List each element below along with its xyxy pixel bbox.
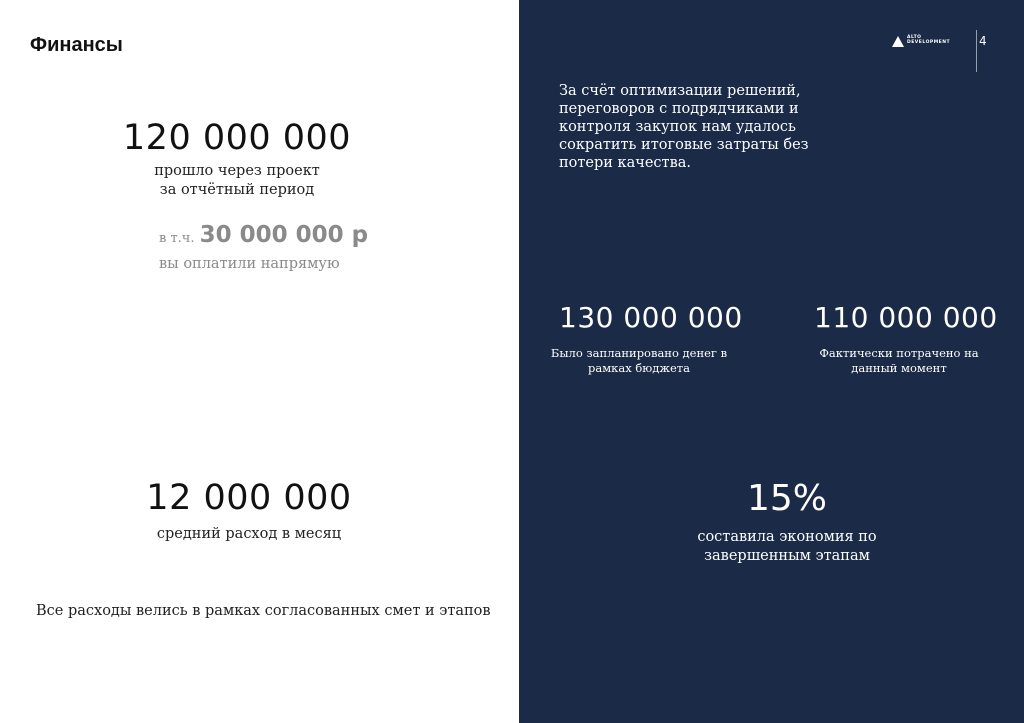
savings-caption-line1: составила экономия по xyxy=(697,529,877,545)
savings-percent: 15% xyxy=(746,478,827,519)
savings-paragraph: За счёт оптимизации решений, переговоров с подрядчиками и контроля закупок нам удалось сократить итоговые затраты без потери качества. xyxy=(559,83,809,171)
budget-note: Все расходы велись в рамках согласованных смет и этапов xyxy=(36,603,491,619)
company-logo xyxy=(892,34,954,50)
logo-text xyxy=(907,35,950,45)
logo-line1: ALTO xyxy=(907,35,922,40)
spent-caption xyxy=(809,346,989,376)
planned-caption-line1: Было запланировано денег в xyxy=(550,346,728,360)
monthly-amount: 12 000 000 xyxy=(146,478,352,518)
savings-caption xyxy=(667,528,907,566)
total-amount: 120 000 000 xyxy=(122,118,352,158)
direct-payment-caption: вы оплатили напрямую xyxy=(159,256,340,272)
spent-caption-line1: Фактически потрачено на xyxy=(819,346,979,360)
savings-caption-line2: завершенным этапам xyxy=(704,548,870,564)
direct-payment-amount: 30 000 000 р xyxy=(199,222,369,248)
right-panel xyxy=(519,0,1024,723)
total-caption-line2: за отчётный период xyxy=(159,182,315,198)
total-caption xyxy=(112,162,362,200)
page-number: 4 xyxy=(979,34,987,48)
slide-title: Финансы xyxy=(30,34,123,56)
direct-payment-prefix: в т.ч. xyxy=(159,231,195,246)
header-divider xyxy=(976,30,977,72)
spent-amount: 110 000 000 xyxy=(814,301,998,334)
logo-triangle-icon xyxy=(892,36,904,47)
planned-caption xyxy=(549,346,729,376)
planned-caption-line2: рамках бюджета xyxy=(588,361,690,375)
direct-payment xyxy=(159,222,368,248)
spent-caption-line2: данный момент xyxy=(851,361,947,375)
total-caption-line1: прошло через проект xyxy=(154,163,320,179)
logo-line2: DEVELOPMENT xyxy=(907,40,951,45)
monthly-caption: средний расход в месяц xyxy=(156,526,342,542)
planned-amount: 130 000 000 xyxy=(559,301,743,334)
